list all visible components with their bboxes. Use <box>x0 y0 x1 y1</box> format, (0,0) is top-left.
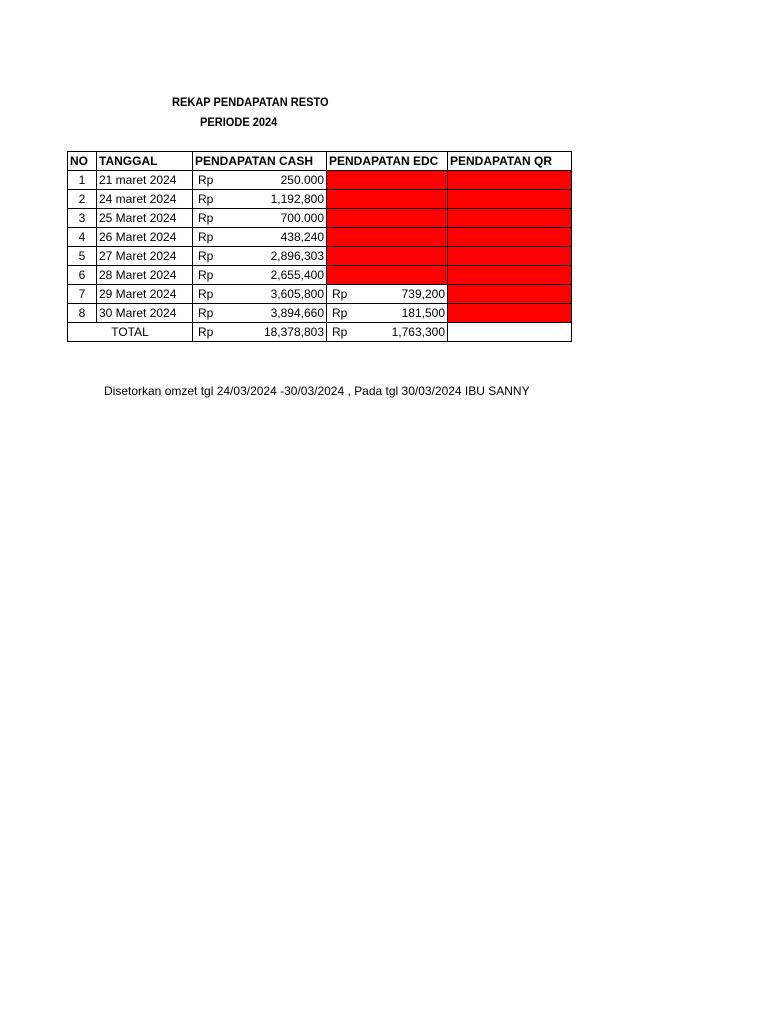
row-no: 1 <box>68 171 97 190</box>
total-edc-cell <box>327 323 448 342</box>
row-qr-cell <box>448 304 572 323</box>
row-edc-cell <box>327 304 448 323</box>
edc-amount: 181,500 <box>401 306 445 320</box>
cash-amount: 700.000 <box>280 211 324 225</box>
cash-amount: 3,894,660 <box>270 306 324 320</box>
cash-amount: 2,896,303 <box>270 249 324 263</box>
cash-currency: Rp <box>198 306 214 320</box>
row-no: 2 <box>68 190 97 209</box>
total-row <box>68 323 572 342</box>
cash-amount: 438,240 <box>280 230 324 244</box>
table-row <box>68 304 572 323</box>
cash-currency: Rp <box>198 287 214 301</box>
report-title: REKAP PENDAPATAN RESTO <box>172 95 329 109</box>
cash-amount: 1,192,800 <box>270 192 324 206</box>
cash-currency: Rp <box>198 249 214 263</box>
row-no: 4 <box>68 228 97 247</box>
row-edc-cell <box>327 247 448 266</box>
row-edc-cell <box>327 285 448 304</box>
table-row <box>68 171 572 190</box>
row-qr-cell <box>448 190 572 209</box>
table-header-row <box>68 152 572 171</box>
row-no: 6 <box>68 266 97 285</box>
deposit-note: Disetorkan omzet tgl 24/03/2024 -30/03/2024 , Pada tgl 30/03/2024 IBU SANNY <box>104 384 530 398</box>
cash-amount: 250.000 <box>280 173 324 187</box>
header-qr: PENDAPATAN QR <box>448 152 572 171</box>
row-tanggal: 30 Maret 2024 <box>97 304 193 323</box>
row-cash-cell <box>193 228 327 247</box>
row-cash-cell <box>193 285 327 304</box>
row-no: 8 <box>68 304 97 323</box>
edc-currency: Rp <box>332 287 348 301</box>
header-edc: PENDAPATAN EDC <box>327 152 448 171</box>
table-row <box>68 266 572 285</box>
cash-amount: 3,605,800 <box>270 287 324 301</box>
row-no: 7 <box>68 285 97 304</box>
table-row <box>68 285 572 304</box>
row-tanggal: 25 Maret 2024 <box>97 209 193 228</box>
row-qr-cell <box>448 171 572 190</box>
row-qr-cell <box>448 228 572 247</box>
row-cash-cell <box>193 190 327 209</box>
row-edc-cell <box>327 228 448 247</box>
total-qr-cell <box>448 323 572 342</box>
row-tanggal: 24 maret 2024 <box>97 190 193 209</box>
total-edc-currency: Rp <box>332 325 348 339</box>
row-edc-cell <box>327 209 448 228</box>
row-tanggal: 28 Maret 2024 <box>97 266 193 285</box>
cash-amount: 2,655,400 <box>270 268 324 282</box>
cash-currency: Rp <box>198 268 214 282</box>
revenue-table <box>67 151 572 342</box>
row-qr-cell <box>448 285 572 304</box>
cash-currency: Rp <box>198 211 214 225</box>
row-edc-cell <box>327 190 448 209</box>
row-qr-cell <box>448 266 572 285</box>
total-label: TOTAL <box>68 323 193 342</box>
row-cash-cell <box>193 247 327 266</box>
edc-currency: Rp <box>332 306 348 320</box>
header-no: NO <box>68 152 97 171</box>
row-cash-cell <box>193 304 327 323</box>
row-cash-cell <box>193 171 327 190</box>
row-edc-cell <box>327 266 448 285</box>
row-cash-cell <box>193 266 327 285</box>
cash-currency: Rp <box>198 192 214 206</box>
total-edc-amount: 1,763,300 <box>391 325 445 339</box>
row-tanggal: 26 Maret 2024 <box>97 228 193 247</box>
row-tanggal: 21 maret 2024 <box>97 171 193 190</box>
report-period: PERIODE 2024 <box>200 115 278 129</box>
cash-currency: Rp <box>198 230 214 244</box>
table-row <box>68 209 572 228</box>
table-row <box>68 247 572 266</box>
row-tanggal: 27 Maret 2024 <box>97 247 193 266</box>
table-row <box>68 190 572 209</box>
row-no: 5 <box>68 247 97 266</box>
row-no: 3 <box>68 209 97 228</box>
total-cash-currency: Rp <box>198 325 214 339</box>
header-cash: PENDAPATAN CASH <box>193 152 327 171</box>
row-edc-cell <box>327 171 448 190</box>
cash-currency: Rp <box>198 173 214 187</box>
table-row <box>68 228 572 247</box>
total-cash-amount: 18,378,803 <box>263 325 324 339</box>
header-tanggal: TANGGAL <box>97 152 193 171</box>
row-qr-cell <box>448 209 572 228</box>
edc-amount: 739,200 <box>401 287 445 301</box>
row-qr-cell <box>448 247 572 266</box>
row-cash-cell <box>193 209 327 228</box>
row-tanggal: 29 Maret 2024 <box>97 285 193 304</box>
total-cash-cell <box>193 323 327 342</box>
